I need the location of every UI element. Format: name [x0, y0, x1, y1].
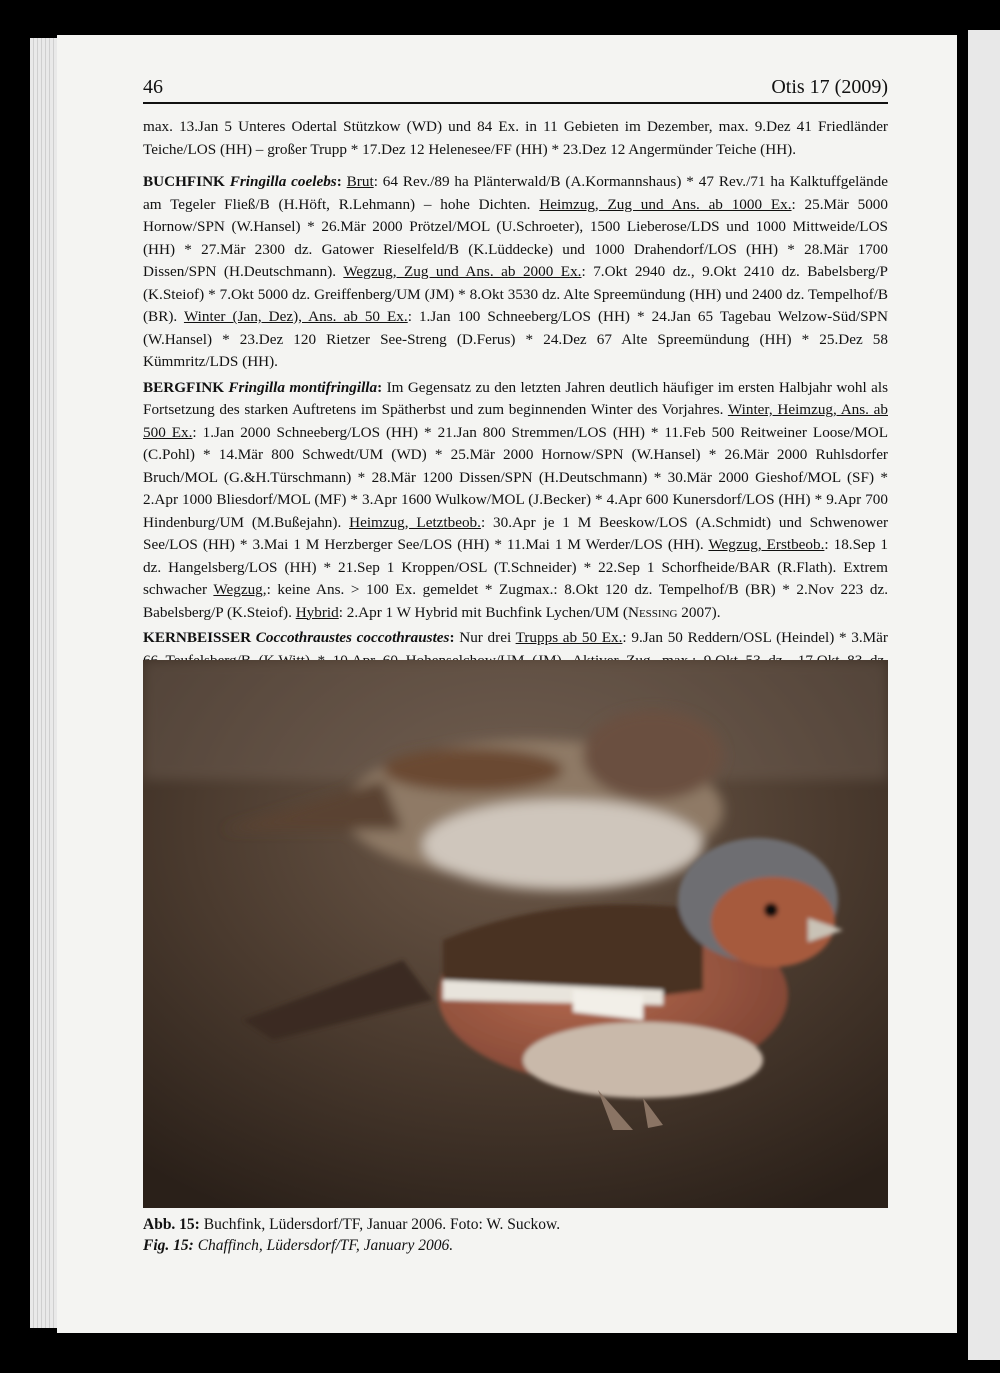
- figure-photo-chaffinch: [143, 660, 888, 1208]
- text-run: Trupps ab 50 Ex.: [515, 629, 623, 646]
- species-paragraph: [143, 116, 888, 161]
- species-paragraph: [143, 171, 888, 374]
- text-run: Fringilla montifringilla: [228, 378, 378, 396]
- text-run: :: [449, 629, 460, 646]
- text-run: : 9.Jan 50 Reddern/OSL (Heindel) * 3.Mär: [622, 629, 888, 646]
- text-run: : 2.Apr 1 W Hybrid mit Buchfink Lychen/UM (: [338, 603, 628, 621]
- text-run: : 25.Mär 5000 Hornow/SPN (W.Hansel) * 26.Mär 2000 Prötzel/MOL (U.Schroeter), 1500 Lieberose/LDS und 1000 Mittweide/LOS (HH) * 27.Mär 2300 dz. Gatower Rieselfeld/B (K.Lüddecke) und 1000 Drahendorf/LOS (HH) * 28.Mär 1700 Dissen/SPN (H.Deutschmann).: [143, 195, 888, 280]
- text-run: max. 13.Jan 5 Unteres Odertal Stützkow (WD) und 84 Ex. in 11 Gebieten im Dezember, max. 9.Dez 41 Friedländer Teiche/LOS (HH) – großer Trupp * 17.Dez 12 Helenesee/FF (HH) * 23.Dez 12 Angermünder Teiche (HH).: [143, 118, 888, 158]
- caption-de-label: Abb. 15:: [143, 1216, 200, 1233]
- page-number: 46: [143, 76, 163, 98]
- text-run: 2007).: [677, 603, 721, 621]
- text-run: BERGFINK: [143, 378, 229, 396]
- text-run: Nessing: [627, 603, 678, 621]
- text-run: :: [336, 173, 347, 190]
- text-run: Winter, Heimzug, Ans. ab 500 Ex.: [143, 401, 888, 441]
- text-run: Heimzug, Letztbeob.: [349, 513, 481, 531]
- text-run: Im Gegensatz zu den letzten Jahren deutlich häufiger im ersten Halbjahr wohl als Fortsetzung des starken Auftretens im Spätherbst und zum beginnenden Winter des Vorjahres.: [143, 378, 888, 418]
- body-text: [143, 116, 888, 698]
- caption-german: [143, 1214, 888, 1235]
- text-run: Brut: [346, 173, 374, 190]
- text-run: Winter (Jan, Dez), Ans. ab 50 Ex.: [183, 308, 408, 325]
- page-stack-edge: [30, 38, 60, 1328]
- text-run: : keine Ans. > 100 Ex. gemeldet * Zugmax.: 8.Okt 120 dz. Tempelhof/B (BR) * 2.Nov 223 dz. Babelsberg/P (K.Steiof).: [143, 581, 888, 621]
- text-run: Nur drei: [459, 629, 516, 646]
- page-header: [143, 74, 888, 104]
- text-run: : 1.Jan 100 Schneeberg/LOS (HH) * 24.Jan 65 Tagebau Welzow-Süd/SPN (W.Hansel) * 23.Dez 120 Rietzer See-Streng (D.Ferus) * 24.Dez 67 Alte Spreemündung (HH) * 25.Dez 58 Kümmritz/LDS (HH).: [143, 308, 888, 370]
- caption-de-text: Buchfink, Lüdersdorf/TF, Januar 2006. Foto: W. Suckow.: [199, 1216, 561, 1233]
- text-run: :: [377, 378, 387, 396]
- species-paragraph: [143, 377, 888, 625]
- running-head: Otis 17 (2009): [771, 76, 888, 98]
- text-run: : 30.Apr je 1 M Beeskow/LOS (A.Schmidt) und Schwenower See/LOS (HH) * 3.Mai 1 M Herzberger See/LOS (HH) * 11.Mai 1 M Werder/LOS (HH).: [143, 513, 889, 553]
- caption-english: [143, 1235, 888, 1256]
- text-run: Wegzug, Zug und Ans. ab 2000 Ex.: [343, 263, 582, 280]
- next-page-edge: [968, 30, 1000, 1360]
- figure-caption: [143, 1214, 888, 1256]
- text-run: : 64 Rev./89 ha Plänterwald/B (A.Kormannshaus) * 47 Rev./71 ha Kalktuffgelände am Tegeler Fließ/B (H.Höft, R.Lehmann) – hohe Dichten.: [143, 173, 888, 213]
- text-run: Wegzug, Erstbeob.: [708, 536, 825, 553]
- text-run: KERNBEISSER: [143, 629, 256, 646]
- caption-en-text: Chaffinch, Lüdersdorf/TF, January 2006.: [193, 1237, 454, 1254]
- text-run: : 18.Sep 1 dz. Hangelsberg/LOS (HH) * 21.Sep 1 Kroppen/OSL (T.Schneider) * 22.Sep 1 Schorfheide/BAR (R.Flath). Extrem schwacher: [143, 536, 888, 598]
- text-run: : 1.Jan 2000 Schneeberg/LOS (HH) * 21.Jan 800 Stremmen/LOS (HH) * 11.Feb 500 Reitweiner Loose/MOL (C.Pohl) * 14.Mär 800 Schwedt/UM (WD) * 25.Mär 2000 Hornow/SPN (W.Hansel) * 26.Mär 2000 Ruhlsdorfer Bruch/MOL (G.&H.Türschmann) * 28.Mär 1200 Dissen/SPN (H.Deutschmann) * 30.Mär 2000 Gieshof/MOL (SF) * 2.Apr 1000 Bliesdorf/MOL (MF) * 3.Apr 1600 Wulkow/MOL (J.Becker) * 4.Apr 600 Kunersdorf/LOS (HH) * 9.Apr 700 Hindenburg/UM (M.Bußejahn).: [143, 423, 889, 531]
- text-run: Fringilla coelebs: [229, 173, 337, 190]
- text-run: Hybrid: [295, 603, 339, 621]
- caption-en-label: Fig. 15:: [143, 1237, 194, 1254]
- text-run: Coccothraustes coccothraustes: [255, 629, 450, 646]
- text-run: Heimzug, Zug und Ans. ab 1000 Ex.: [539, 195, 792, 213]
- text-run: Wegzug,: [213, 581, 267, 598]
- text-run: : 7.Okt 2940 dz., 9.Okt 2410 dz. Babelsberg/P (K.Steiof) * 7.Okt 5000 dz. Greiffenberg/UM (JM) * 8.Okt 3530 dz. Alte Spreemündung (HH) und 2400 dz. Tempelhof/B (BR).: [143, 263, 888, 325]
- text-run: BUCHFINK: [143, 173, 230, 190]
